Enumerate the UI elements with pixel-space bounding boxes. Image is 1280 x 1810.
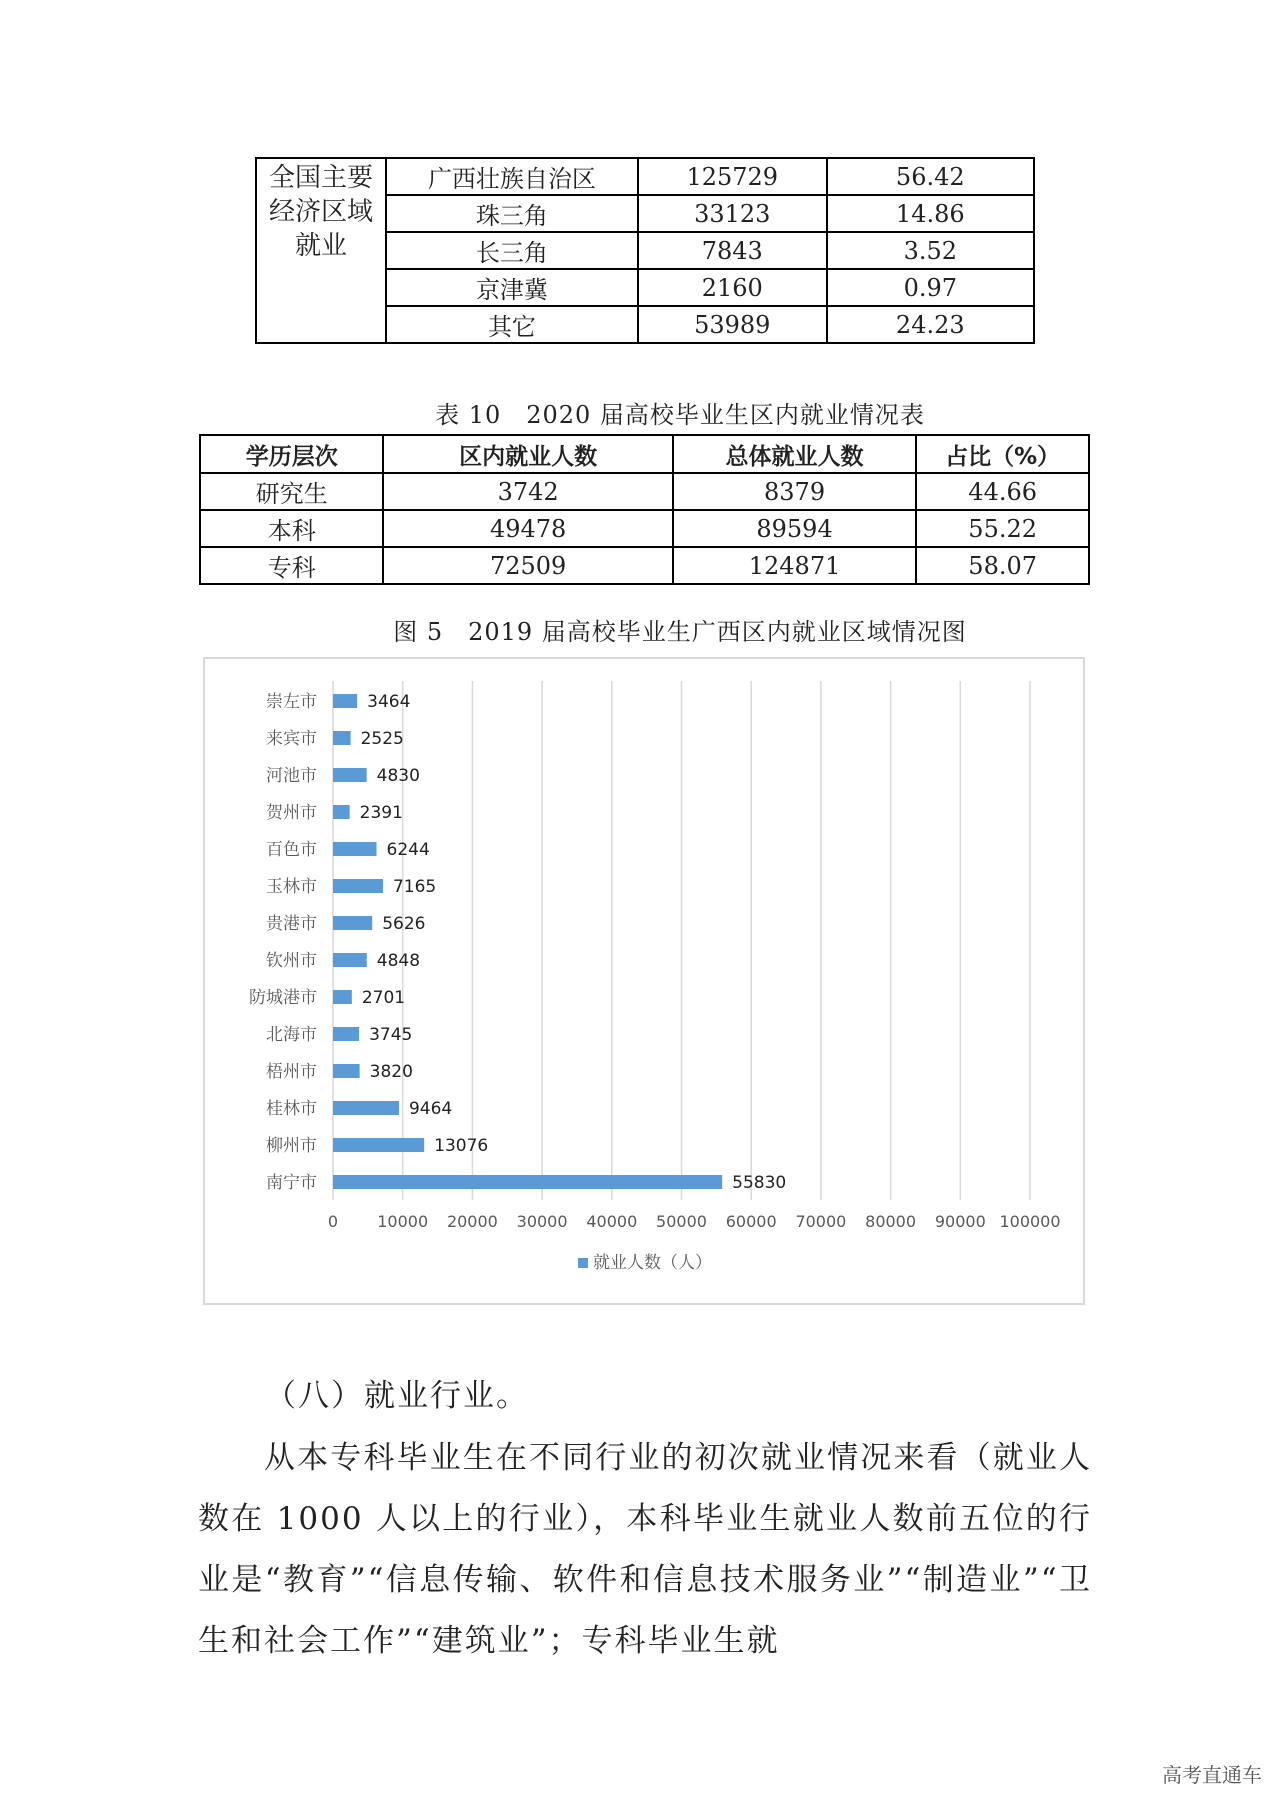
x-tick-label: 20000 xyxy=(446,1212,498,1231)
region-name: 广西壮族自治区 xyxy=(386,158,638,195)
table-cell: 55.22 xyxy=(916,510,1089,547)
category-label: 贺州市 xyxy=(266,803,317,823)
table-header-row xyxy=(200,435,1089,473)
table-cell: 3742 xyxy=(383,473,672,510)
table-cell: 124871 xyxy=(673,547,917,584)
category-label: 柳州市 xyxy=(266,1136,317,1156)
table-cell: 49478 xyxy=(383,510,672,547)
data-label: 3820 xyxy=(369,1062,413,1082)
data-label: 3745 xyxy=(369,1025,413,1045)
region-percent: 24.23 xyxy=(827,306,1034,343)
x-tick-label: 90000 xyxy=(934,1212,986,1231)
x-tick-label: 100000 xyxy=(999,1212,1061,1231)
table-cell: 44.66 xyxy=(916,473,1089,510)
x-tick-label: 60000 xyxy=(725,1212,777,1231)
table-row xyxy=(256,158,1034,195)
bar-chart-frame xyxy=(203,657,1085,1305)
bar xyxy=(333,842,377,856)
data-label: 2525 xyxy=(360,729,404,749)
region-name: 其它 xyxy=(386,306,638,343)
table-cell: 8379 xyxy=(673,473,917,510)
table-cell: 58.07 xyxy=(916,547,1089,584)
table10 xyxy=(199,434,1090,585)
category-label: 河池市 xyxy=(266,766,317,786)
bar xyxy=(333,1101,399,1115)
category-label: 桂林市 xyxy=(266,1099,317,1119)
region-percent: 14.86 xyxy=(827,195,1034,232)
category-label: 来宾市 xyxy=(266,729,317,749)
table-cell: 专科 xyxy=(200,547,383,584)
bar xyxy=(333,1138,424,1152)
x-tick-label: 80000 xyxy=(865,1212,917,1231)
bar xyxy=(333,805,350,819)
category-label: 贵港市 xyxy=(266,914,317,934)
bar xyxy=(333,731,351,745)
region-count: 7843 xyxy=(638,232,827,269)
x-tick-label: 10000 xyxy=(377,1212,429,1231)
table-cell: 72509 xyxy=(383,547,672,584)
data-label: 4830 xyxy=(376,766,420,786)
data-label: 55830 xyxy=(732,1173,787,1193)
bar xyxy=(333,1027,359,1041)
region-count: 53989 xyxy=(638,306,827,343)
data-label: 5626 xyxy=(382,914,426,934)
bar xyxy=(333,879,383,893)
legend-swatch xyxy=(578,1258,588,1268)
region-count: 33123 xyxy=(638,195,827,232)
table-cell: 研究生 xyxy=(200,473,383,510)
x-tick-label: 70000 xyxy=(795,1212,847,1231)
figure5-caption: 图 5 2019 届高校毕业生广西区内就业区域情况图 xyxy=(393,618,967,646)
region-group-label: 全国主要经济区域就业 xyxy=(256,158,386,343)
category-label: 钦州市 xyxy=(266,951,317,971)
category-label: 北海市 xyxy=(266,1025,317,1045)
data-label: 7165 xyxy=(392,877,437,897)
region-percent: 3.52 xyxy=(827,232,1034,269)
region-name: 长三角 xyxy=(386,232,638,269)
x-tick-label: 40000 xyxy=(586,1212,638,1231)
category-label: 防城港市 xyxy=(249,988,317,1008)
data-label: 3464 xyxy=(367,692,411,712)
bar xyxy=(333,953,367,967)
legend-label: 就业人数（人） xyxy=(593,1253,712,1273)
data-label: 13076 xyxy=(434,1136,489,1156)
data-label: 9464 xyxy=(408,1099,453,1119)
data-label: 4848 xyxy=(376,951,421,971)
bar xyxy=(333,916,372,930)
data-label: 2701 xyxy=(361,988,406,1008)
table-cell: 89594 xyxy=(673,510,917,547)
x-tick-label: 50000 xyxy=(656,1212,707,1231)
column-header: 总体就业人数 xyxy=(673,435,917,473)
data-label: 2391 xyxy=(359,803,403,823)
region-percent: 0.97 xyxy=(827,269,1034,306)
bar xyxy=(333,990,352,1004)
data-label: 6244 xyxy=(386,840,430,860)
x-tick-label: 0 xyxy=(327,1212,339,1231)
watermark: 高考直通车 xyxy=(1162,1763,1262,1787)
bar-chart xyxy=(205,659,1083,1303)
category-label: 崇左市 xyxy=(266,692,317,712)
region-name: 京津冀 xyxy=(386,269,638,306)
table10-caption: 表 10 2020 届高校毕业生区内就业情况表 xyxy=(435,401,925,429)
column-header: 占比（%） xyxy=(916,435,1089,473)
bar xyxy=(333,694,357,708)
bar xyxy=(333,1175,722,1189)
region-count: 2160 xyxy=(638,269,827,306)
region-percent: 56.42 xyxy=(827,158,1034,195)
section-heading: （八）就业行业。 xyxy=(265,1378,529,1414)
bar xyxy=(333,768,367,782)
bar xyxy=(333,1064,360,1078)
column-header: 区内就业人数 xyxy=(383,435,672,473)
region-employment-table xyxy=(255,157,1035,344)
category-label: 南宁市 xyxy=(266,1173,317,1193)
category-label: 百色市 xyxy=(266,840,317,860)
body-paragraph: 从本专科毕业生在不同行业的初次就业情况来看（就业人数在 1000 人以上的行业），本科毕业生就业人数前五位的行业是“教育”“信息传输、软件和信息技术服务业”“制造业”“卫生和社会工作”“建筑业”；专科毕业生就 xyxy=(198,1440,1092,1659)
column-header: 学历层次 xyxy=(200,435,383,473)
region-name: 珠三角 xyxy=(386,195,638,232)
table-row xyxy=(200,510,1089,547)
category-label: 梧州市 xyxy=(266,1062,317,1082)
table-row xyxy=(200,473,1089,510)
table-row xyxy=(200,547,1089,584)
category-label: 玉林市 xyxy=(266,877,317,897)
region-count: 125729 xyxy=(638,158,827,195)
table-cell: 本科 xyxy=(200,510,383,547)
x-tick-label: 30000 xyxy=(516,1212,568,1231)
